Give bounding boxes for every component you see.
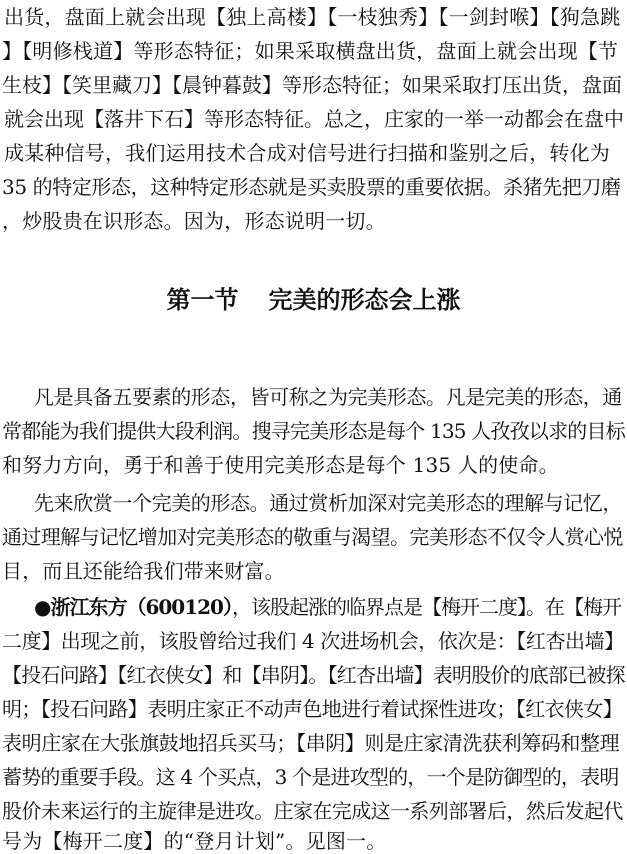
text-line: 和努力方向，勇于和善于使用完美形态是每个 135 人的使命。 [2, 453, 559, 477]
text-line: 常都能为我们提供大段利润。搜寻完美形态是每个 135 人孜孜以求的目标 [2, 419, 625, 443]
text-line: 二度】出现之前，该股曾给过我们 4 次进场机会，依次是：【红杏出墙】 [2, 629, 624, 653]
text-line: 明；【投石问路】表明庄家正不动声色地进行着试探性进攻；【红衣侠女】 [2, 697, 623, 721]
text-line: 生枝】【笑里藏刀】【晨钟暮鼓】等形态特征；如果采取打压出货，盘面 [2, 73, 622, 97]
text-line: 通过理解与记忆增加对完美形态的敬重与渴望。完美形态不仅令人赏心悦 [2, 525, 623, 549]
text-span: ，该股起涨的临界点是【梅开二度】。在【梅开 [231, 595, 621, 619]
text-line: 【投石问路】【红衣侠女】和【串阴】。【红杏出墙】表明股价的底部已被探 [2, 663, 625, 687]
text-line: 蓄势的重要手段。这 4 个买点，3 个是进攻型的，一个是防御型的，表明 [2, 765, 619, 789]
text-line: 就会出现【落井下石】等形态特征。总之，庄家的一举一动都会在盘中 [4, 107, 624, 131]
text-line: 】【明修栈道】等形态特征；如果采取横盘出货，盘面上就会出现【节 [2, 39, 619, 63]
text-line: 先来欣赏一个完美的形态。通过赏析加深对完美形态的理解与记忆， [34, 491, 622, 515]
section-number: 第一节 [166, 285, 239, 314]
stock-label: ●浙江东方（600120） [34, 595, 232, 619]
text-line: 表明庄家在大张旗鼓地招兵买马；【串阴】则是庄家清洗获利筹码和整理 [2, 731, 620, 755]
text-line: 出货，盘面上就会出现【独上高楼】【一枝独秀】【一剑封喉】【狗急跳 [4, 5, 621, 29]
text-line: 目，而且还能给我们带来财富。 [2, 559, 285, 583]
text-line: 股价未来运行的主旋律是进攻。庄家在完成这一系列部署后，然后发起代 [2, 799, 623, 823]
text-line: 凡是具备五要素的形态，皆可称之为完美形态。凡是完美的形态，通 [34, 385, 622, 409]
section-title: 完美的形态会上涨 [268, 285, 461, 314]
section-heading [0, 285, 627, 315]
text-line: ，炒股贵在识形态。因为，形态说明一切。 [2, 209, 386, 233]
text-line [34, 594, 621, 620]
text-line: 号为【梅开二度】的“登月计划”。见图一。 [2, 829, 387, 853]
text-line: 成某种信号，我们运用技术合成对信号进行扫描和鉴别之后，转化为 [4, 141, 610, 165]
text-line: 35 的特定形态，这种特定形态就是买卖股票的重要依据。杀猪先把刀磨 [2, 175, 621, 199]
